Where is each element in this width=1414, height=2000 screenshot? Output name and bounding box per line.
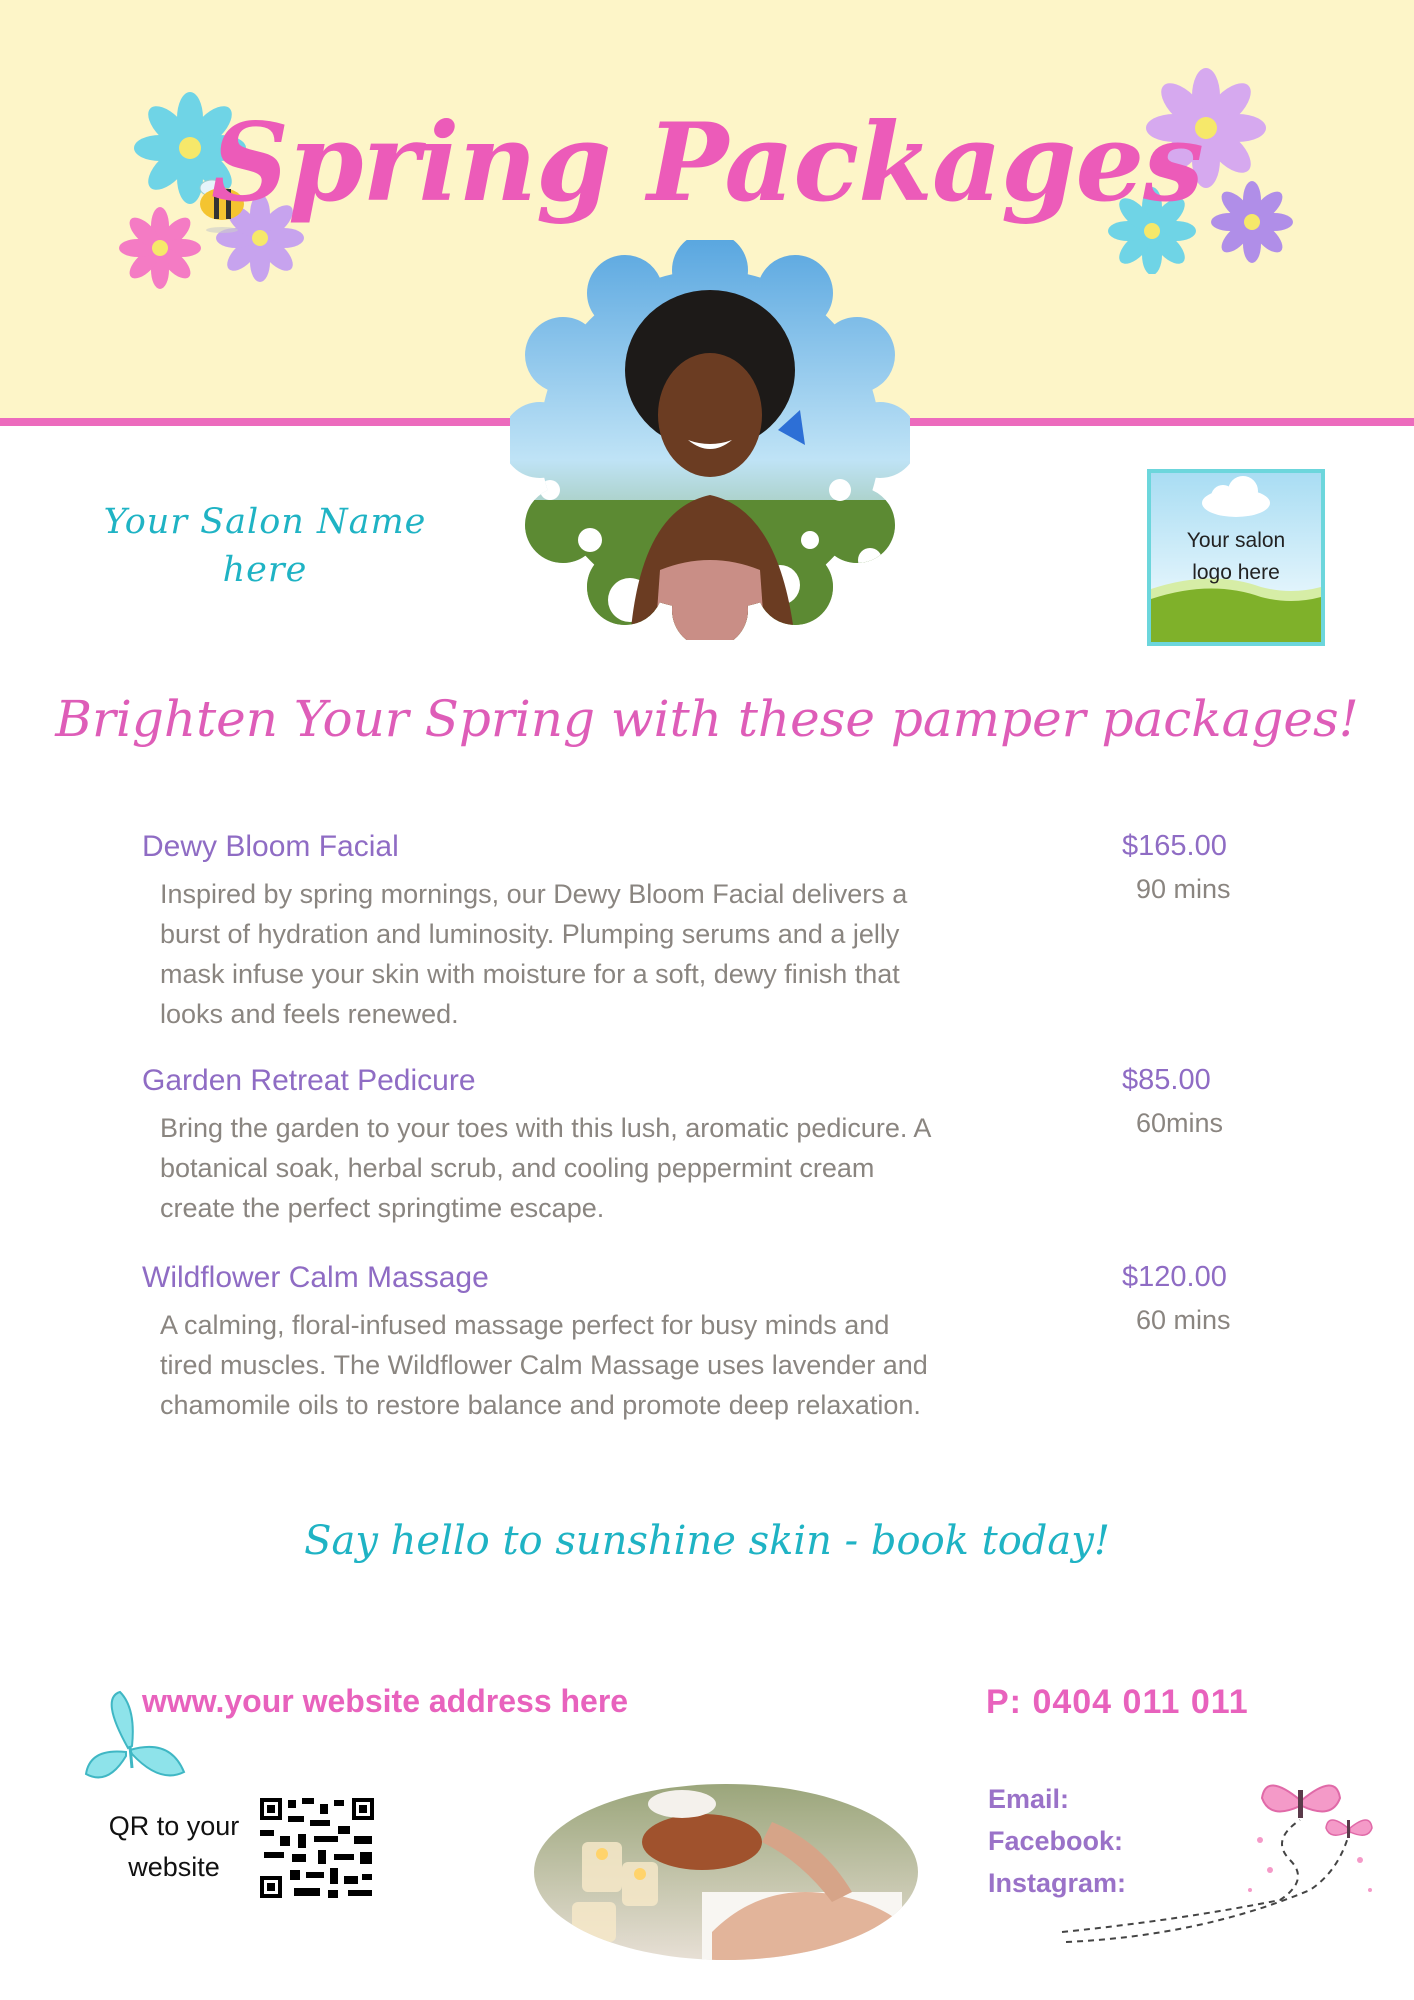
salon-name-line2: here (222, 550, 308, 590)
instagram-label: Instagram: (988, 1868, 1127, 1898)
package-description: Bring the garden to your toes with this lush, aromatic pedicure. A botanical soak, herbal scrub, and cooling peppermint cream create the perfect springtime escape. (160, 1113, 930, 1223)
email-label: Email: (988, 1784, 1070, 1814)
package-item (142, 1261, 1272, 1431)
pedicure-spa-photo (532, 1782, 920, 1962)
woman-in-meadow-photo (510, 240, 910, 640)
package-description: Inspired by spring mornings, our Dewy Bloom Facial delivers a burst of hydration and luminosity. Plumping serums and a jelly mask infuse your skin with moisture for a soft, dewy finish that looks and feels renewed. (160, 879, 908, 1029)
call-to-action: Say hello to sunshine skin - book today! (304, 1518, 1110, 1564)
tagline: Brighten Your Spring with these pamper packages! (55, 690, 1359, 748)
page-title: Spring Packages (211, 100, 1203, 226)
package-price: $120.00 (1122, 1261, 1227, 1293)
qr-label (98, 1806, 250, 1888)
qr-code-icon[interactable] (258, 1796, 376, 1900)
salon-name-line1: Your Salon Name (103, 502, 427, 542)
logo-text-line1: Your salon (1186, 529, 1286, 552)
website-link[interactable]: www.your website address here (142, 1683, 629, 1719)
qr-label-line1: QR to your (108, 1811, 240, 1841)
logo-text (1151, 525, 1321, 589)
package-price: $85.00 (1122, 1064, 1211, 1096)
package-price: $165.00 (1122, 830, 1227, 862)
package-duration: 90 mins (1136, 874, 1231, 904)
package-name: Garden Retreat Pedicure (142, 1064, 476, 1097)
logo-text-line2: logo here (1192, 561, 1280, 584)
phone-number[interactable]: P: 0404 011 011 (986, 1683, 1249, 1721)
facebook-label: Facebook: (988, 1826, 1124, 1856)
salon-logo-placeholder (1147, 469, 1325, 646)
package-item (142, 830, 1272, 1030)
package-item (142, 1064, 1272, 1234)
qr-label-line2: website (128, 1852, 220, 1882)
butterfly-icon (1060, 1760, 1380, 1950)
salon-name (100, 498, 430, 594)
package-name: Wildflower Calm Massage (142, 1261, 489, 1294)
package-description: A calming, floral-infused massage perfect for busy minds and tired muscles. The Wildflower Calm Massage uses lavender and chamomile oils to restore balance and promote deep relaxation. (160, 1310, 928, 1420)
package-name: Dewy Bloom Facial (142, 830, 399, 863)
package-duration: 60mins (1136, 1108, 1224, 1138)
package-duration: 60 mins (1136, 1305, 1231, 1335)
